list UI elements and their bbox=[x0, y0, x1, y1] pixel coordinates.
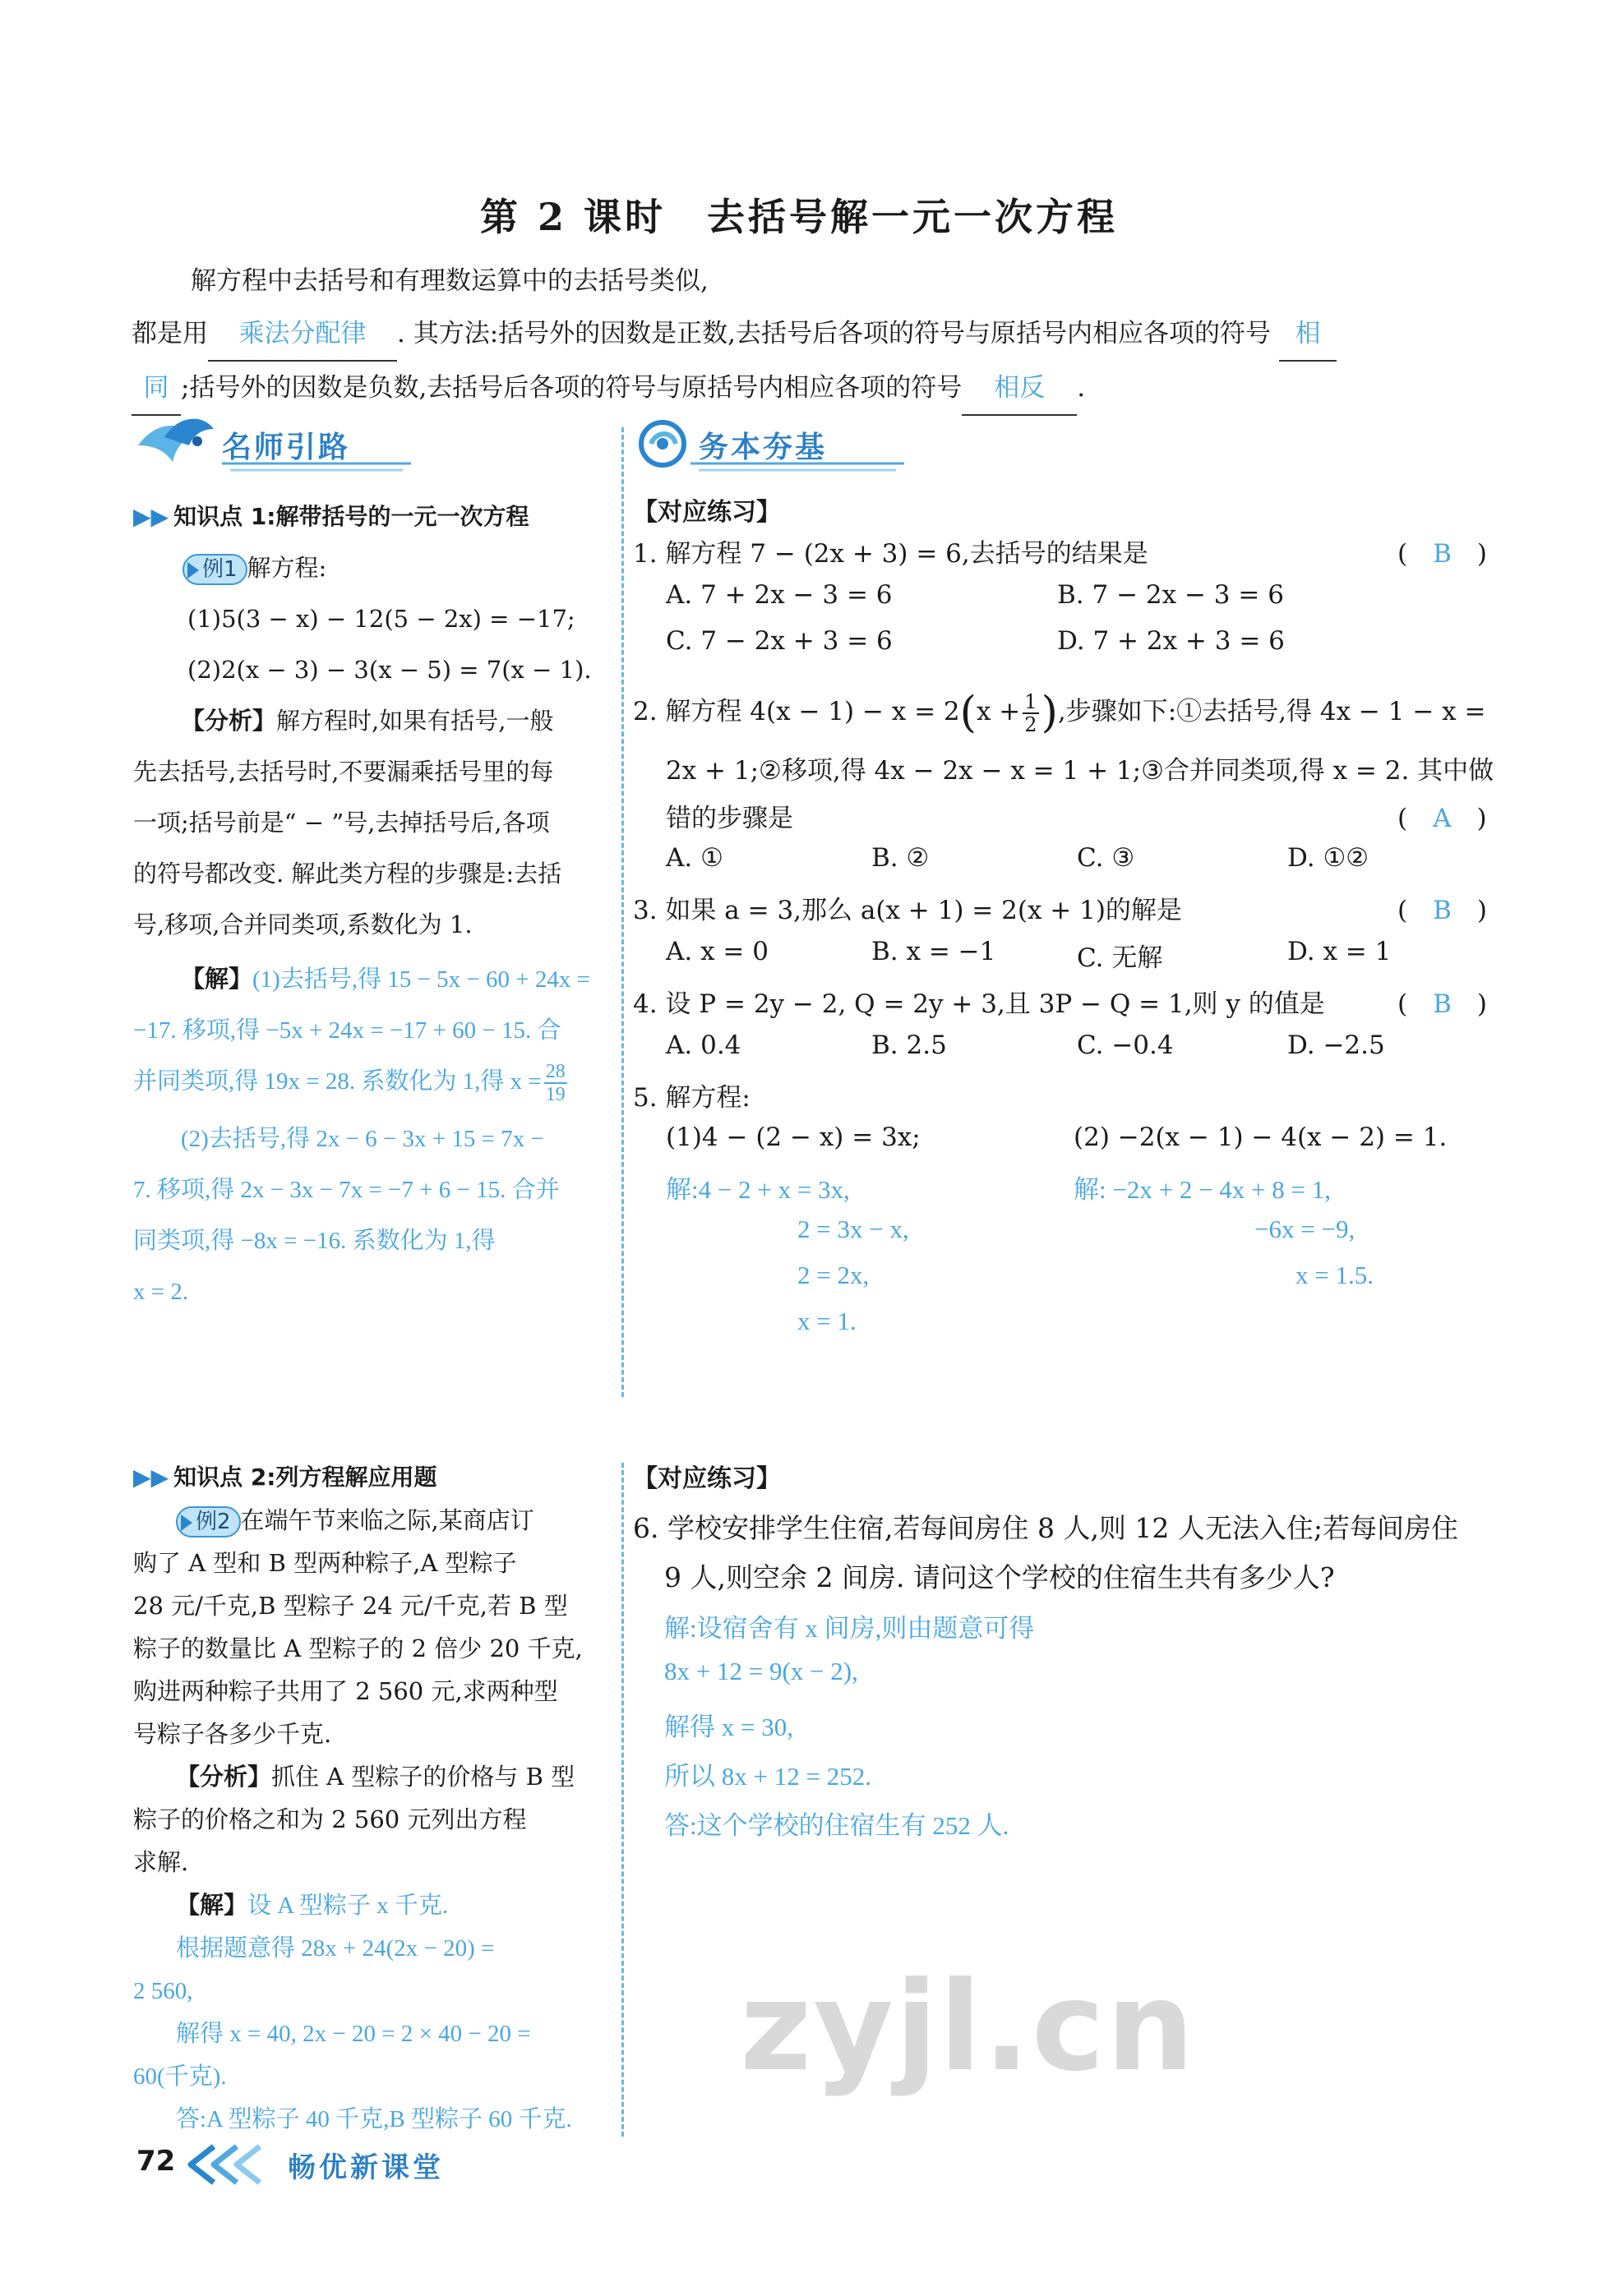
q6-line-2: 9 人,则空余 2 间房. 请问这个学校的住宿生共有多少人? bbox=[664, 1561, 1335, 1593]
q1-option-b: B. 7 − 2x − 3 = 6 bbox=[1057, 580, 1284, 610]
knowledge-point-2: ▶▶ 知识点 2:列方程解应用题 bbox=[133, 1464, 437, 1491]
intro-paragraph bbox=[132, 255, 1513, 416]
banner-right-title: 务本夯基 bbox=[699, 431, 828, 464]
watermark: zyjl.cn bbox=[740, 1956, 1196, 2099]
banner-left-title: 名师引路 bbox=[222, 431, 351, 464]
blank-2a: 相 bbox=[1279, 307, 1337, 362]
solution-1: 【解】(1)去括号,得 15 − 5x − 60 + 24x = −17. 移项,得 −5x + 24x = −17 + 60 − 15. 合 并同类项,得 19x = 28. 系数化为 1,得 x = $\frac{28}{19}$ (2)去括号,得 2x − 6 − 3x + 15 = 7x − 7. 移项,得 2x − 3x − 7x = −7 + 6 − 15. 合并 同类项,得 −8x = −16. 系数化为 1,得 x = 2. bbox=[133, 965, 591, 1305]
q2-option-d: D. ①② bbox=[1287, 843, 1369, 873]
q3-answer-box: ( B ) bbox=[1397, 896, 1487, 925]
blank-2b: 同 bbox=[132, 362, 181, 416]
example-1-badge: 例1 bbox=[182, 554, 247, 585]
q4-answer-box: ( B ) bbox=[1397, 989, 1487, 1019]
play-icon-2 bbox=[181, 1515, 192, 1531]
q1-answer-box: ( B ) bbox=[1397, 539, 1487, 569]
intro-line-3: 同 ;括号外的因数是负数,去括号后各项的符号与原括号内相应各项的符号 相反 . bbox=[132, 362, 1513, 416]
q2-option-a: A. ① bbox=[666, 843, 723, 873]
practice-heading-2: 【对应练习】 bbox=[633, 1464, 781, 1493]
q2-option-b: B. ② bbox=[871, 843, 930, 873]
blank-3: 相反 bbox=[962, 362, 1077, 416]
q3-option-a: A. x = 0 bbox=[666, 937, 769, 966]
practice-heading-1: 【对应练习】 bbox=[633, 498, 781, 527]
left-section-2: ▶▶ 知识点 2:列方程解应用题 例2 在端午节来临之际,某商店订 购了 A 型和 B 型两种粽子,A 型粽子 28 元/千克,B 型粽子 24 元/千克,若 B 型 粽子的数量比 A 型粽子的 2 倍少 20 千克, 购进两种粽子共用了 2 560 元,求两种型 号粽子各多少千克. 【分析】抓住 A 型粽子的价格与 B 型 粽子的价格之和为 2 560 元列出方程 求解. 【解】设 A 型粽子 x 千克. 根据题意得 28x + 24(2x − 20) = 2 560, 解得 x = 40, 2x − 20 = 2 × 40 − 20 = 60(千克). 答:A 型粽子 40 千克,B 型粽子 60 千克. bbox=[133, 1456, 610, 2141]
double-arrow-icon: ▶▶ bbox=[133, 503, 169, 530]
q1-option-d: D. 7 + 2x + 3 = 6 bbox=[1057, 626, 1285, 656]
q5-part-1: (1)4 − (2 − x) = 3x; bbox=[666, 1123, 921, 1152]
example-2-line-0: 例2 在端午节来临之际,某商店订 bbox=[133, 1499, 610, 1542]
q6-sol-0: 解:设宿舍有 x 间房,则由题意可得 bbox=[664, 1614, 1035, 1643]
example-1-q2: (2)2(x − 3) − 3(x − 5) = 7(x − 1). bbox=[187, 656, 592, 684]
banner-left bbox=[132, 413, 419, 470]
q5-part-2: (2) −2(x − 1) − 4(x − 2) = 1. bbox=[1074, 1123, 1448, 1152]
q6-sol-3: 所以 8x + 12 = 252. bbox=[664, 1762, 871, 1791]
q5-1-sol-1: 2 = 3x − x, bbox=[797, 1215, 909, 1243]
q3-option-d: D. x = 1 bbox=[1287, 937, 1392, 966]
example-1: 例1 解方程: bbox=[133, 542, 610, 593]
q5-1-sol-2: 2 = 2x, bbox=[797, 1261, 870, 1289]
q5-2-sol-2: x = 1.5. bbox=[1295, 1261, 1374, 1289]
q4-option-b: B. 2.5 bbox=[871, 1030, 947, 1060]
analysis-1: 【分析】解方程时,如果有括号,一般 先去括号,去括号时,不要漏乘括号里的每 一项;括号前是“ − ”号,去掉括号后,各项 的符号都改变. 解此类方程的步骤是:去括 号,移项,合并同类项,系数化为 1. bbox=[133, 707, 562, 938]
q4-option-a: A. 0.4 bbox=[666, 1030, 741, 1060]
analysis-2: 【分析】抓住 A 型粽子的价格与 B 型 bbox=[176, 1763, 575, 1791]
q1: 1. 解方程 7 − (2x + 3) = 6,去括号的结果是 bbox=[633, 539, 1148, 569]
column-divider-top bbox=[621, 427, 624, 1397]
play-icon bbox=[187, 562, 199, 579]
q2-line-1: 2. 解方程 4(x − 1) − x = 2(x + $\frac{1}{2}$ ),步骤如下:①去括号,得 4x − 1 − x = bbox=[633, 688, 1486, 738]
q1-option-a: A. 7 + 2x − 3 = 6 bbox=[666, 580, 893, 610]
q3-option-c: C. 无解 bbox=[1077, 943, 1163, 973]
page-title: 第 2 课时 去括号解一元一次方程 bbox=[479, 195, 1119, 239]
q5: 5. 解方程: bbox=[633, 1083, 751, 1113]
q3-option-b: B. x = −1 bbox=[871, 937, 996, 966]
left-section-1 bbox=[133, 491, 610, 1317]
page-number: 72 bbox=[136, 2145, 176, 2178]
example-2-badge: 例2 bbox=[176, 1506, 241, 1538]
intro-line-2: 都是用 乘法分配律 . 其方法:括号外的因数是正数,去括号后各项的符号与原括号内相应各项的符号 相 bbox=[132, 307, 1513, 362]
fraction-1-2: $\frac{1}{2}$ bbox=[1024, 689, 1037, 736]
knowledge-point-1: ▶▶ 知识点 1:解带括号的一元一次方程 bbox=[133, 503, 529, 530]
q5-2-sol-1: −6x = −9, bbox=[1254, 1215, 1356, 1243]
example-1-q1: (1)5(3 − x) − 12(5 − 2x) = −17; bbox=[187, 605, 575, 633]
q2-line-2: 2x + 1;②移项,得 4x − 2x − x = 1 + 1;③合并同类项,得 x = 2. 其中做 bbox=[666, 756, 1494, 786]
column-divider-bottom bbox=[621, 1463, 624, 2137]
q6-line-1: 6. 学校安排学生住宿,若每间房住 8 人,则 12 人无法入住;若每间房住 bbox=[633, 1512, 1459, 1544]
footer bbox=[123, 2137, 617, 2186]
solution-2: 【解】设 A 型粽子 x 千克. 根据题意得 28x + 24(2x − 20) = 2 560, 解得 x = 40, 2x − 20 = 2 × 40 − 20 = 60(千克). 答:A 型粽子 40 千克,B 型粽子 60 千克. bbox=[133, 1891, 572, 2132]
double-arrow-icon-2: ▶▶ bbox=[133, 1464, 169, 1491]
q4-option-c: C. −0.4 bbox=[1077, 1030, 1174, 1060]
q6-sol-1: 8x + 12 = 9(x − 2), bbox=[664, 1657, 858, 1685]
q5-2-sol-0: 解: −2x + 2 − 4x + 8 = 1, bbox=[1074, 1175, 1332, 1204]
q5-1-sol-0: 解:4 − 2 + x = 3x, bbox=[666, 1175, 850, 1204]
q6-sol-4: 答:这个学校的住宿生有 252 人. bbox=[664, 1811, 1009, 1840]
fraction-28-19: $\frac{28}{19}$ bbox=[545, 1061, 566, 1106]
q4: 4. 设 P = 2y − 2, Q = 2y + 3,且 3P − Q = 1,则 y 的值是 bbox=[633, 989, 1325, 1019]
q5-1-sol-3: x = 1. bbox=[797, 1307, 857, 1335]
q1-option-c: C. 7 − 2x + 3 = 6 bbox=[666, 626, 893, 656]
banner-right bbox=[633, 413, 921, 470]
q6-sol-2: 解得 x = 30, bbox=[664, 1713, 793, 1741]
q2-line-3: 错的步骤是 bbox=[666, 804, 793, 833]
q2-option-c: C. ③ bbox=[1077, 843, 1135, 873]
right-section-1 bbox=[633, 490, 1521, 536]
q4-option-d: D. −2.5 bbox=[1287, 1030, 1385, 1060]
q3: 3. 如果 a = 3,那么 a(x + 1) = 2(x + 1)的解是 bbox=[633, 896, 1182, 925]
intro-line-1: 解方程中去括号和有理数运算中的去括号类似, bbox=[191, 266, 709, 296]
q2-answer-box: ( A ) bbox=[1397, 804, 1487, 833]
blank-1: 乘法分配律 bbox=[208, 307, 397, 362]
brand-name: 畅优新课堂 bbox=[288, 2151, 444, 2184]
